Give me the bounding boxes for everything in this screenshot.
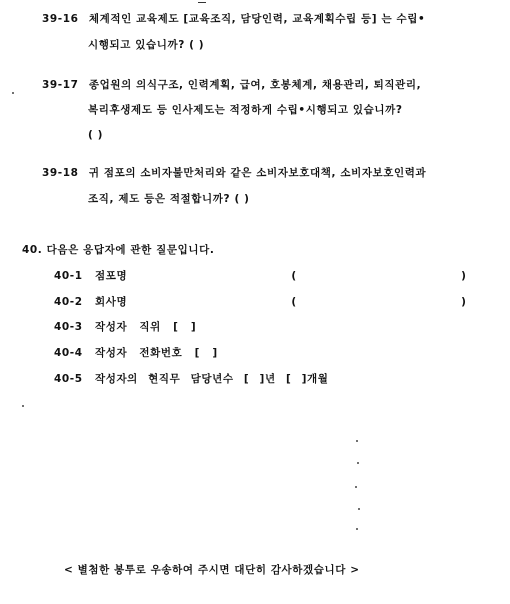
closing-message: < 별첨한 봉투로 우송하여 주시면 대단히 감사하겠습니다 > bbox=[64, 564, 360, 576]
scan-speck bbox=[356, 440, 358, 442]
respondent-item-40-5 bbox=[54, 372, 328, 386]
item-number: 40-1 bbox=[54, 270, 83, 282]
respondent-item-40-2 bbox=[54, 295, 467, 309]
scan-speck bbox=[22, 405, 24, 407]
respondent-item-40-3 bbox=[54, 320, 196, 334]
question-39-18-line1 bbox=[42, 166, 426, 180]
scan-speck bbox=[355, 486, 357, 488]
item-text: 작성자의 현직무 담당년수 [ ]년 [ ]개월 bbox=[94, 373, 329, 385]
item-number: 40-3 bbox=[54, 321, 83, 333]
question-number: 39-18 bbox=[42, 167, 79, 179]
question-39-17-line1 bbox=[42, 78, 421, 92]
question-39-16-line1 bbox=[42, 12, 425, 26]
item-text: 회사명 ( ) bbox=[94, 296, 467, 308]
question-39-17-line2: 복리후생제도 등 인사제도는 적정하게 수립•시행되고 있습니까? bbox=[88, 104, 403, 116]
scan-speck bbox=[357, 462, 359, 464]
question-number: 39-16 bbox=[42, 13, 79, 25]
item-text: 점포명 ( ) bbox=[94, 270, 467, 282]
item-number: 40-4 bbox=[54, 347, 83, 359]
item-text: 작성자 전화번호 [ ] bbox=[94, 347, 218, 359]
question-number: 39-17 bbox=[42, 79, 79, 91]
question-text: 체계적인 교육제도 [교육조직, 담당인력, 교육계획수립 등] 는 수립• bbox=[88, 13, 426, 25]
section-40-title: 40. 다음은 응답자에 관한 질문입니다. bbox=[22, 244, 215, 256]
question-39-17-line3: ( ) bbox=[88, 129, 104, 141]
scan-mark bbox=[198, 2, 206, 3]
question-text: 귀 점포의 소비자불만처리와 같은 소비자보호대책, 소비자보호인력과 bbox=[88, 167, 427, 179]
question-39-16-line2: 시행되고 있습니까? ( ) bbox=[88, 39, 205, 51]
scan-speck bbox=[358, 508, 360, 510]
respondent-item-40-1 bbox=[54, 269, 467, 283]
item-text: 작성자 직위 [ ] bbox=[94, 321, 197, 333]
scan-speck bbox=[12, 92, 14, 94]
question-text: 종업원의 의식구조, 인력계획, 급여, 호봉체계, 채용관리, 퇴직관리, bbox=[88, 79, 422, 91]
respondent-item-40-4 bbox=[54, 346, 218, 360]
item-number: 40-5 bbox=[54, 373, 83, 385]
item-number: 40-2 bbox=[54, 296, 83, 308]
scan-speck bbox=[356, 528, 358, 530]
question-39-18-line2: 조직, 제도 등은 적절합니까? ( ) bbox=[88, 193, 250, 205]
